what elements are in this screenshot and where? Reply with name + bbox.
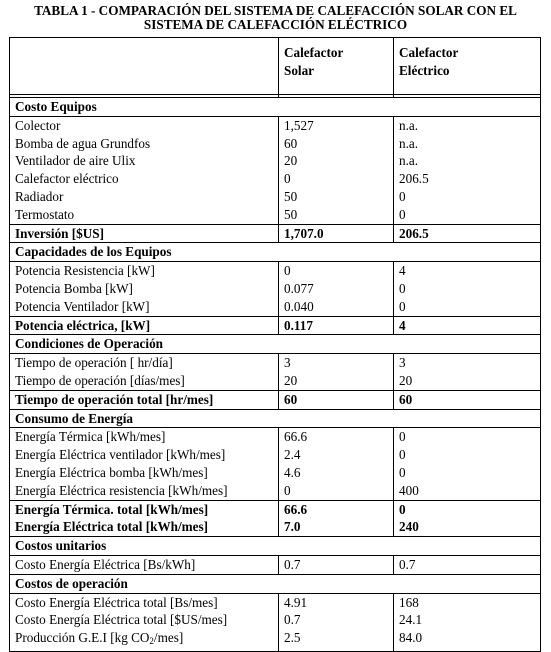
row-label: Energía Térmica [kWh/mes] xyxy=(10,428,279,446)
solar-value: 0.7 xyxy=(279,555,394,574)
electric-value: 0 xyxy=(394,280,541,298)
electric-value: 84.0 xyxy=(394,629,541,651)
total-electric: 206.5 xyxy=(394,224,541,243)
row-label: Tiempo de operación [ hr/día] xyxy=(10,354,279,372)
solar-value: 50 xyxy=(279,188,394,206)
row-label: Potencia Bomba [kW] xyxy=(10,280,279,298)
electric-value: 20 xyxy=(394,372,541,390)
section-title: Costos de operación xyxy=(10,574,541,593)
total-row xyxy=(10,224,541,243)
header-solar-line2: Solar xyxy=(284,63,315,78)
row-label: Costo Energía Eléctrica total [Bs/mes] xyxy=(10,593,279,611)
table-row xyxy=(10,555,541,574)
electric-value: 400 xyxy=(394,482,541,500)
table-row xyxy=(10,372,541,390)
table-row xyxy=(10,464,541,482)
table-row xyxy=(10,170,541,188)
table-title xyxy=(0,4,551,32)
electric-value: 3 xyxy=(394,354,541,372)
solar-value: 20 xyxy=(279,152,394,170)
total-label: Energía Eléctrica total [kWh/mes] xyxy=(10,518,279,536)
electric-value: n.a. xyxy=(394,116,541,134)
total-solar: 7.0 xyxy=(279,518,394,536)
electric-value: 0 xyxy=(394,206,541,224)
total-electric: 240 xyxy=(394,518,541,536)
table-row xyxy=(10,135,541,153)
solar-value: 4.91 xyxy=(279,593,394,611)
row-label: Radiador xyxy=(10,188,279,206)
table-row xyxy=(10,593,541,611)
gei-label-subscript: 2 xyxy=(149,636,154,647)
solar-value: 0.040 xyxy=(279,298,394,316)
row-label xyxy=(10,629,279,651)
electric-value: 0 xyxy=(394,464,541,482)
electric-value: 0.7 xyxy=(394,555,541,574)
section-header-consumo xyxy=(10,409,541,428)
header-solar-line1: Calefactor xyxy=(284,45,344,60)
solar-value: 0 xyxy=(279,170,394,188)
total-electric: 4 xyxy=(394,316,541,335)
solar-value: 0.7 xyxy=(279,611,394,629)
solar-value: 0 xyxy=(279,482,394,500)
header-solar xyxy=(279,38,394,95)
total-solar: 0.117 xyxy=(279,316,394,335)
section-header-capacidades xyxy=(10,243,541,262)
table-row xyxy=(10,629,541,651)
solar-value: 60 xyxy=(279,135,394,153)
table-row xyxy=(10,298,541,316)
table-row xyxy=(10,152,541,170)
solar-value: 50 xyxy=(279,206,394,224)
section-title: Condiciones de Operación xyxy=(10,335,541,354)
electric-value: 4 xyxy=(394,262,541,280)
total-solar: 66.6 xyxy=(279,500,394,518)
table-row xyxy=(10,611,541,629)
section-header-costos-operacion xyxy=(10,574,541,593)
table-row xyxy=(10,354,541,372)
total-label: Inversión [$US] xyxy=(10,224,279,243)
gei-label-suffix: /mes] xyxy=(153,630,184,646)
table-row xyxy=(10,262,541,280)
section-title: Consumo de Energía xyxy=(10,409,541,428)
total-solar: 1,707.0 xyxy=(279,224,394,243)
section-header-condiciones xyxy=(10,335,541,354)
table-row xyxy=(10,280,541,298)
total-row xyxy=(10,518,541,536)
total-row xyxy=(10,390,541,409)
electric-value: 0 xyxy=(394,188,541,206)
row-label: Calefactor eléctrico xyxy=(10,170,279,188)
solar-value: 66.6 xyxy=(279,428,394,446)
table-row xyxy=(10,428,541,446)
section-title: Costos unitarios xyxy=(10,537,541,556)
solar-value: 1,527 xyxy=(279,116,394,134)
electric-value: 0 xyxy=(394,298,541,316)
electric-value: 168 xyxy=(394,593,541,611)
section-title: Capacidades de los Equipos xyxy=(10,243,541,262)
solar-value: 0.077 xyxy=(279,280,394,298)
row-label: Costo Energía Eléctrica total [$US/mes] xyxy=(10,611,279,629)
row-label: Bomba de agua Grundfos xyxy=(10,135,279,153)
total-label: Energía Térmica. total [kWh/mes] xyxy=(10,500,279,518)
total-electric: 60 xyxy=(394,390,541,409)
header-row xyxy=(10,38,541,95)
total-label: Tiempo de operación total [hr/mes] xyxy=(10,390,279,409)
solar-value: 3 xyxy=(279,354,394,372)
row-label: Energía Eléctrica bomba [kWh/mes] xyxy=(10,464,279,482)
total-row xyxy=(10,316,541,335)
row-label: Colector xyxy=(10,116,279,134)
total-row xyxy=(10,500,541,518)
table-row xyxy=(10,206,541,224)
row-label: Energía Eléctrica resistencia [kWh/mes] xyxy=(10,482,279,500)
table-row xyxy=(10,482,541,500)
electric-value: 206.5 xyxy=(394,170,541,188)
solar-value: 4.6 xyxy=(279,464,394,482)
electric-value: 24.1 xyxy=(394,611,541,629)
total-electric: 0 xyxy=(394,500,541,518)
comparison-table xyxy=(9,37,541,652)
solar-value: 2.4 xyxy=(279,446,394,464)
row-label: Termostato xyxy=(10,206,279,224)
table-row xyxy=(10,188,541,206)
title-line-2: SISTEMA DE CALEFACCIÓN ELÉCTRICO xyxy=(143,17,408,32)
table-row xyxy=(10,116,541,134)
electric-value: n.a. xyxy=(394,152,541,170)
solar-value: 20 xyxy=(279,372,394,390)
table-row xyxy=(10,446,541,464)
row-label: Potencia Ventilador [kW] xyxy=(10,298,279,316)
total-label: Potencia eléctrica, [kW] xyxy=(10,316,279,335)
row-label: Tiempo de operación [días/mes] xyxy=(10,372,279,390)
section-title: Costo Equipos xyxy=(10,98,541,117)
solar-value: 0 xyxy=(279,262,394,280)
section-header-costo-equipos xyxy=(10,98,541,117)
row-label: Potencia Resistencia [kW] xyxy=(10,262,279,280)
electric-value: 0 xyxy=(394,446,541,464)
electric-value: n.a. xyxy=(394,135,541,153)
solar-value: 2.5 xyxy=(279,629,394,651)
title-line-1: TABLA 1 - COMPARACIÓN DEL SISTEMA DE CALEFACCIÓN SOLAR CON EL xyxy=(34,3,517,18)
row-label: Costo Energía Eléctrica [Bs/kWh] xyxy=(10,555,279,574)
header-electric xyxy=(394,38,541,95)
electric-value: 0 xyxy=(394,428,541,446)
section-header-costos-unitarios xyxy=(10,537,541,556)
row-label: Ventilador de aire Ulix xyxy=(10,152,279,170)
total-solar: 60 xyxy=(279,390,394,409)
header-electric-line1: Calefactor xyxy=(399,45,459,60)
gei-label-prefix: Producción G.E.I [kg CO xyxy=(15,630,150,646)
row-label: Energía Eléctrica ventilador [kWh/mes] xyxy=(10,446,279,464)
header-electric-line2: Eléctrico xyxy=(399,63,450,78)
header-empty-cell xyxy=(10,38,279,95)
